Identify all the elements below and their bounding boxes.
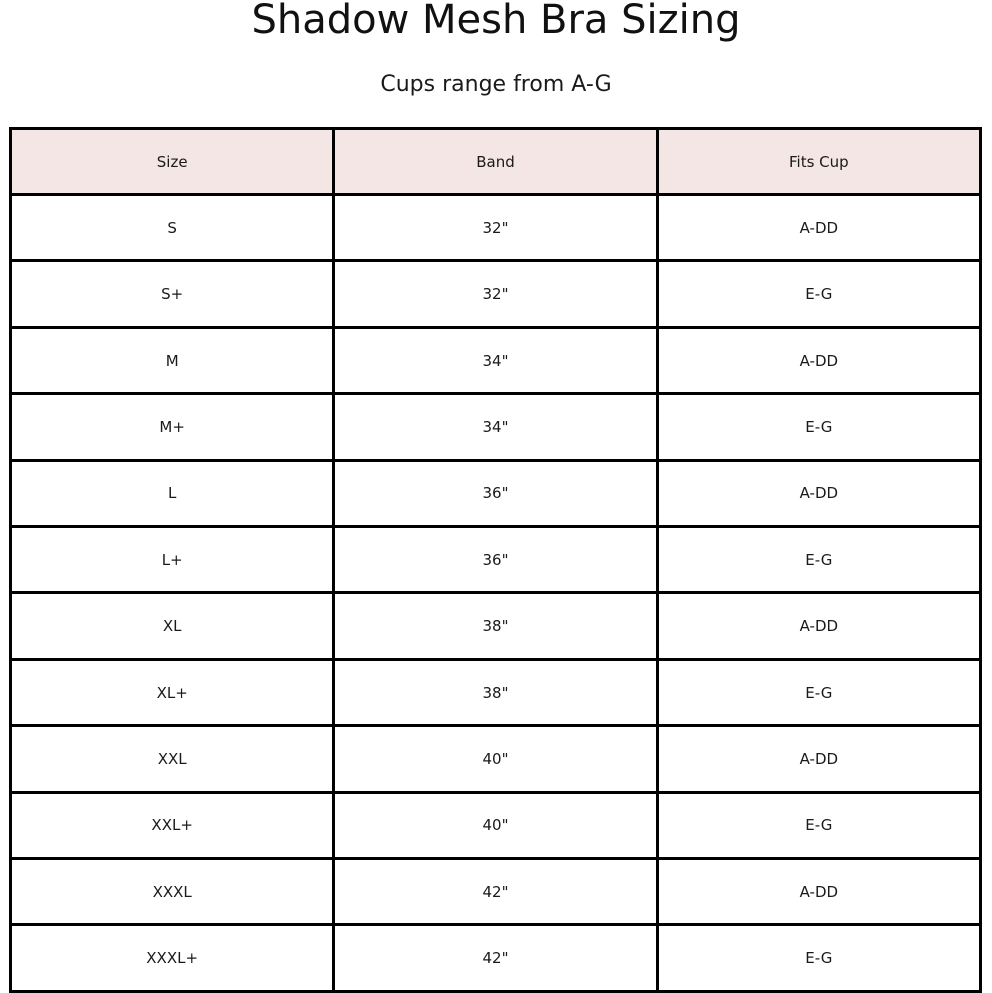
size-cell: XXL+ — [11, 792, 334, 858]
table-row — [11, 593, 981, 659]
cup-cell: A-DD — [657, 726, 980, 792]
size-cell: XXXL — [11, 859, 334, 925]
cup-cell: E-G — [657, 659, 980, 725]
table-row — [11, 527, 981, 593]
cup-cell: A-DD — [657, 195, 980, 261]
table-row — [11, 195, 981, 261]
column-header-band: Band — [334, 129, 657, 195]
band-cell: 40" — [334, 792, 657, 858]
cup-cell: E-G — [657, 527, 980, 593]
cup-cell: A-DD — [657, 859, 980, 925]
table-row — [11, 925, 981, 992]
band-cell: 38" — [334, 659, 657, 725]
cup-cell: E-G — [657, 925, 980, 992]
table-row — [11, 261, 981, 327]
page-subtitle: Cups range from A-G — [380, 72, 612, 97]
table-row — [11, 659, 981, 725]
cup-cell: A-DD — [657, 327, 980, 393]
table-row — [11, 792, 981, 858]
table-row — [11, 394, 981, 460]
cup-cell: E-G — [657, 394, 980, 460]
cup-cell: A-DD — [657, 460, 980, 526]
band-cell: 32" — [334, 195, 657, 261]
cup-cell: E-G — [657, 792, 980, 858]
band-cell: 38" — [334, 593, 657, 659]
column-header-size: Size — [11, 129, 334, 195]
band-cell: 42" — [334, 925, 657, 992]
table-row — [11, 327, 981, 393]
size-cell: L+ — [11, 527, 334, 593]
band-cell: 36" — [334, 527, 657, 593]
size-cell: XL+ — [11, 659, 334, 725]
size-cell: XL — [11, 593, 334, 659]
band-cell: 32" — [334, 261, 657, 327]
table-row — [11, 859, 981, 925]
band-cell: 34" — [334, 327, 657, 393]
band-cell: 40" — [334, 726, 657, 792]
table-header-row — [11, 129, 981, 195]
cup-cell: E-G — [657, 261, 980, 327]
size-cell: XXXL+ — [11, 925, 334, 992]
size-cell: L — [11, 460, 334, 526]
sizing-table — [9, 127, 982, 993]
cup-cell: A-DD — [657, 593, 980, 659]
band-cell: 34" — [334, 394, 657, 460]
page-title: Shadow Mesh Bra Sizing — [251, 0, 741, 43]
size-cell: S+ — [11, 261, 334, 327]
size-cell: M+ — [11, 394, 334, 460]
band-cell: 42" — [334, 859, 657, 925]
size-cell: XXL — [11, 726, 334, 792]
band-cell: 36" — [334, 460, 657, 526]
size-cell: M — [11, 327, 334, 393]
table-row — [11, 726, 981, 792]
size-cell: S — [11, 195, 334, 261]
column-header-fits-cup: Fits Cup — [657, 129, 980, 195]
table-row — [11, 460, 981, 526]
